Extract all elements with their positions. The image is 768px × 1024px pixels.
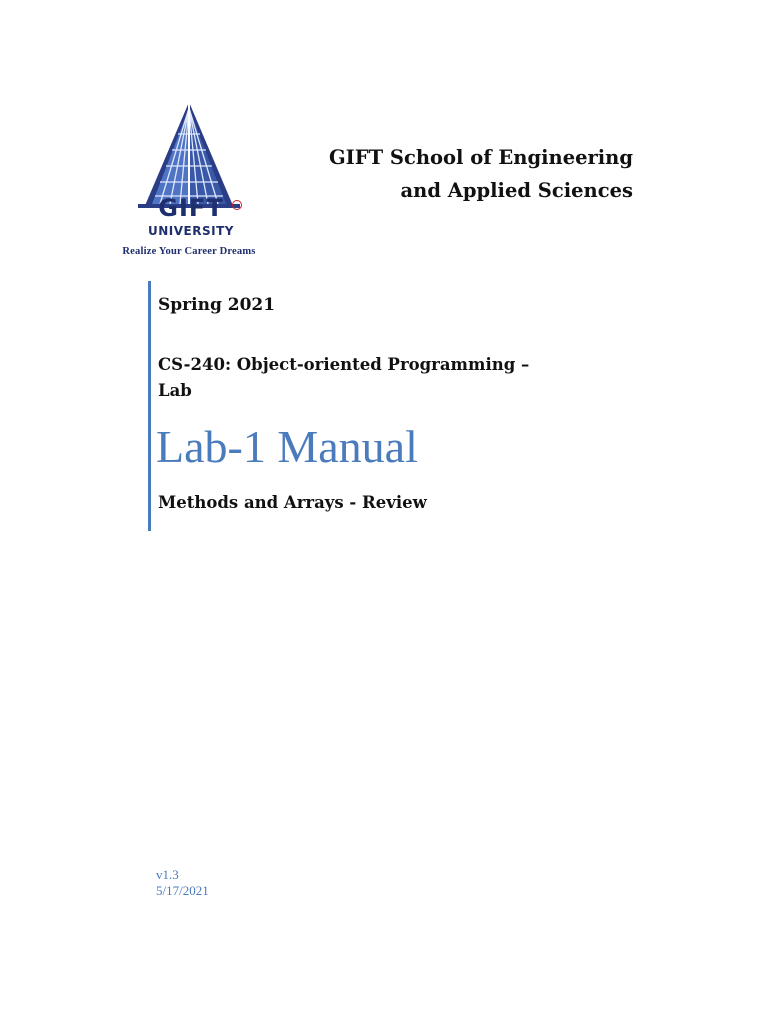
logo-brand-wordmark: GIFT [158, 194, 224, 222]
university-logo [108, 100, 270, 262]
logo-subbrand: UNIVERSITY [148, 224, 234, 238]
term-label: Spring 2021 [158, 295, 276, 315]
institution-line-2: and Applied Sciences [400, 179, 633, 202]
manual-subtitle: Methods and Arrays - Review [158, 493, 427, 512]
manual-title: Lab-1 Manual [156, 421, 418, 472]
logo-tagline: Realize Your Career Dreams [122, 246, 256, 257]
accent-vertical-bar [148, 281, 151, 531]
course-title-line-2: Lab [158, 381, 192, 400]
document-date: 5/17/2021 [156, 883, 209, 898]
version-block [156, 867, 209, 899]
course-title [158, 352, 588, 404]
institution-name [300, 141, 633, 207]
registered-mark-icon [232, 200, 242, 210]
course-title-line-1: CS-240: Object-oriented Programming – [158, 355, 530, 374]
version-number: v1.3 [156, 867, 179, 882]
institution-line-1: GIFT School of Engineering [328, 146, 633, 169]
